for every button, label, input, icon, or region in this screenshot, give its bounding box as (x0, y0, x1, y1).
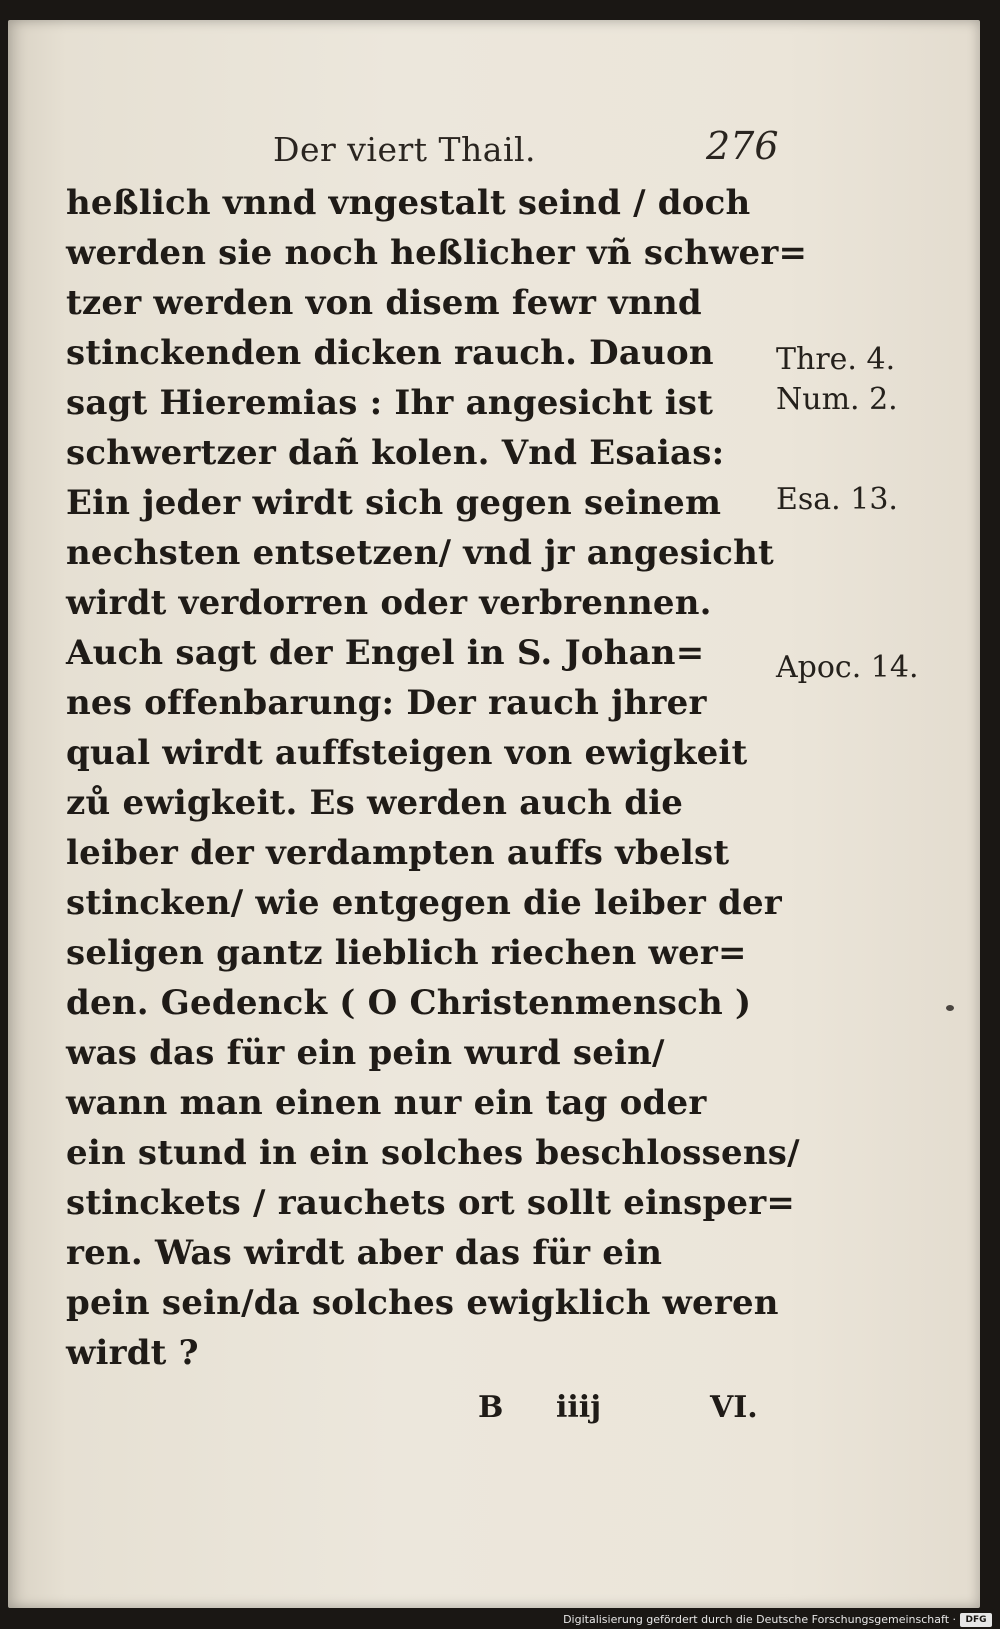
signature-mark (478, 1390, 778, 1430)
text-line: ein stund in ein solches beschlossens/ (66, 1133, 800, 1173)
text-line: den. Gedenck ( O Christenmensch ) (66, 983, 752, 1023)
margin-note-esaias: Esa. 13. (776, 482, 898, 517)
text-line: zů ewigkeit. Es werden auch die (66, 783, 684, 823)
text-line: tzer werden von disem fewr vnnd (66, 283, 702, 323)
text-line: seligen gantz lieblich riechen wer= (66, 933, 747, 973)
page-header (68, 108, 788, 169)
signature-letter: B (478, 1390, 504, 1425)
running-head: Der viert Thail. (273, 130, 537, 169)
footer-bar (0, 1609, 1000, 1629)
body-text (66, 178, 808, 1378)
text-line: schwertzer dañ kolen. Vnd Esaias: (66, 433, 725, 473)
margin-note-apocalypse: Apoc. 14. (776, 650, 919, 685)
text-line: Auch sagt der Engel in S. Johan= (66, 633, 705, 673)
text-line: nes offenbarung: Der rauch jhrer (66, 683, 707, 723)
text-line: sagt Hieremias : Ihr angesicht ist (66, 383, 714, 423)
text-line: heßlich vnnd vngestalt seind / doch (66, 183, 751, 223)
text-line: wirdt verdorren oder verbrennen. (66, 583, 712, 623)
text-line: nechsten entsetzen/ vnd jr angesicht (66, 533, 774, 573)
book-page (8, 20, 980, 1608)
text-line: stinckenden dicken rauch. Dauon (66, 333, 714, 373)
text-line: stinckets / rauchets ort sollt einsper= (66, 1183, 796, 1223)
text-line: wirdt ? (66, 1333, 199, 1373)
text-line: stincken/ wie entgegen die leiber der (66, 883, 782, 923)
page-number: 276 (706, 124, 779, 168)
text-line: wann man einen nur ein tag oder (66, 1083, 707, 1123)
text-line: was das für ein pein wurd sein/ (66, 1033, 665, 1073)
text-line: Ein jeder wirdt sich gegen seinem (66, 483, 722, 523)
paper-speck (946, 1005, 954, 1011)
catchword: VI. (710, 1390, 758, 1425)
funding-credit: Digitalisierung gefördert durch die Deutsche Forschungsgemeinschaft · (563, 1613, 956, 1626)
text-line: ren. Was wirdt aber das für ein (66, 1233, 663, 1273)
text-line: pein sein/da solches ewigklich weren (66, 1283, 779, 1323)
text-line: leiber der verdampten auffs vbelst (66, 833, 730, 873)
text-line: werden sie noch heßlicher vñ schwer= (66, 233, 808, 273)
dfg-logo-icon: DFG (960, 1613, 992, 1627)
signature-number: iiij (556, 1390, 602, 1425)
margin-note-threni: Thre. 4. (776, 342, 896, 377)
margin-note-numeri: Num. 2. (776, 382, 898, 417)
text-line: qual wirdt auffsteigen von ewigkeit (66, 733, 748, 773)
